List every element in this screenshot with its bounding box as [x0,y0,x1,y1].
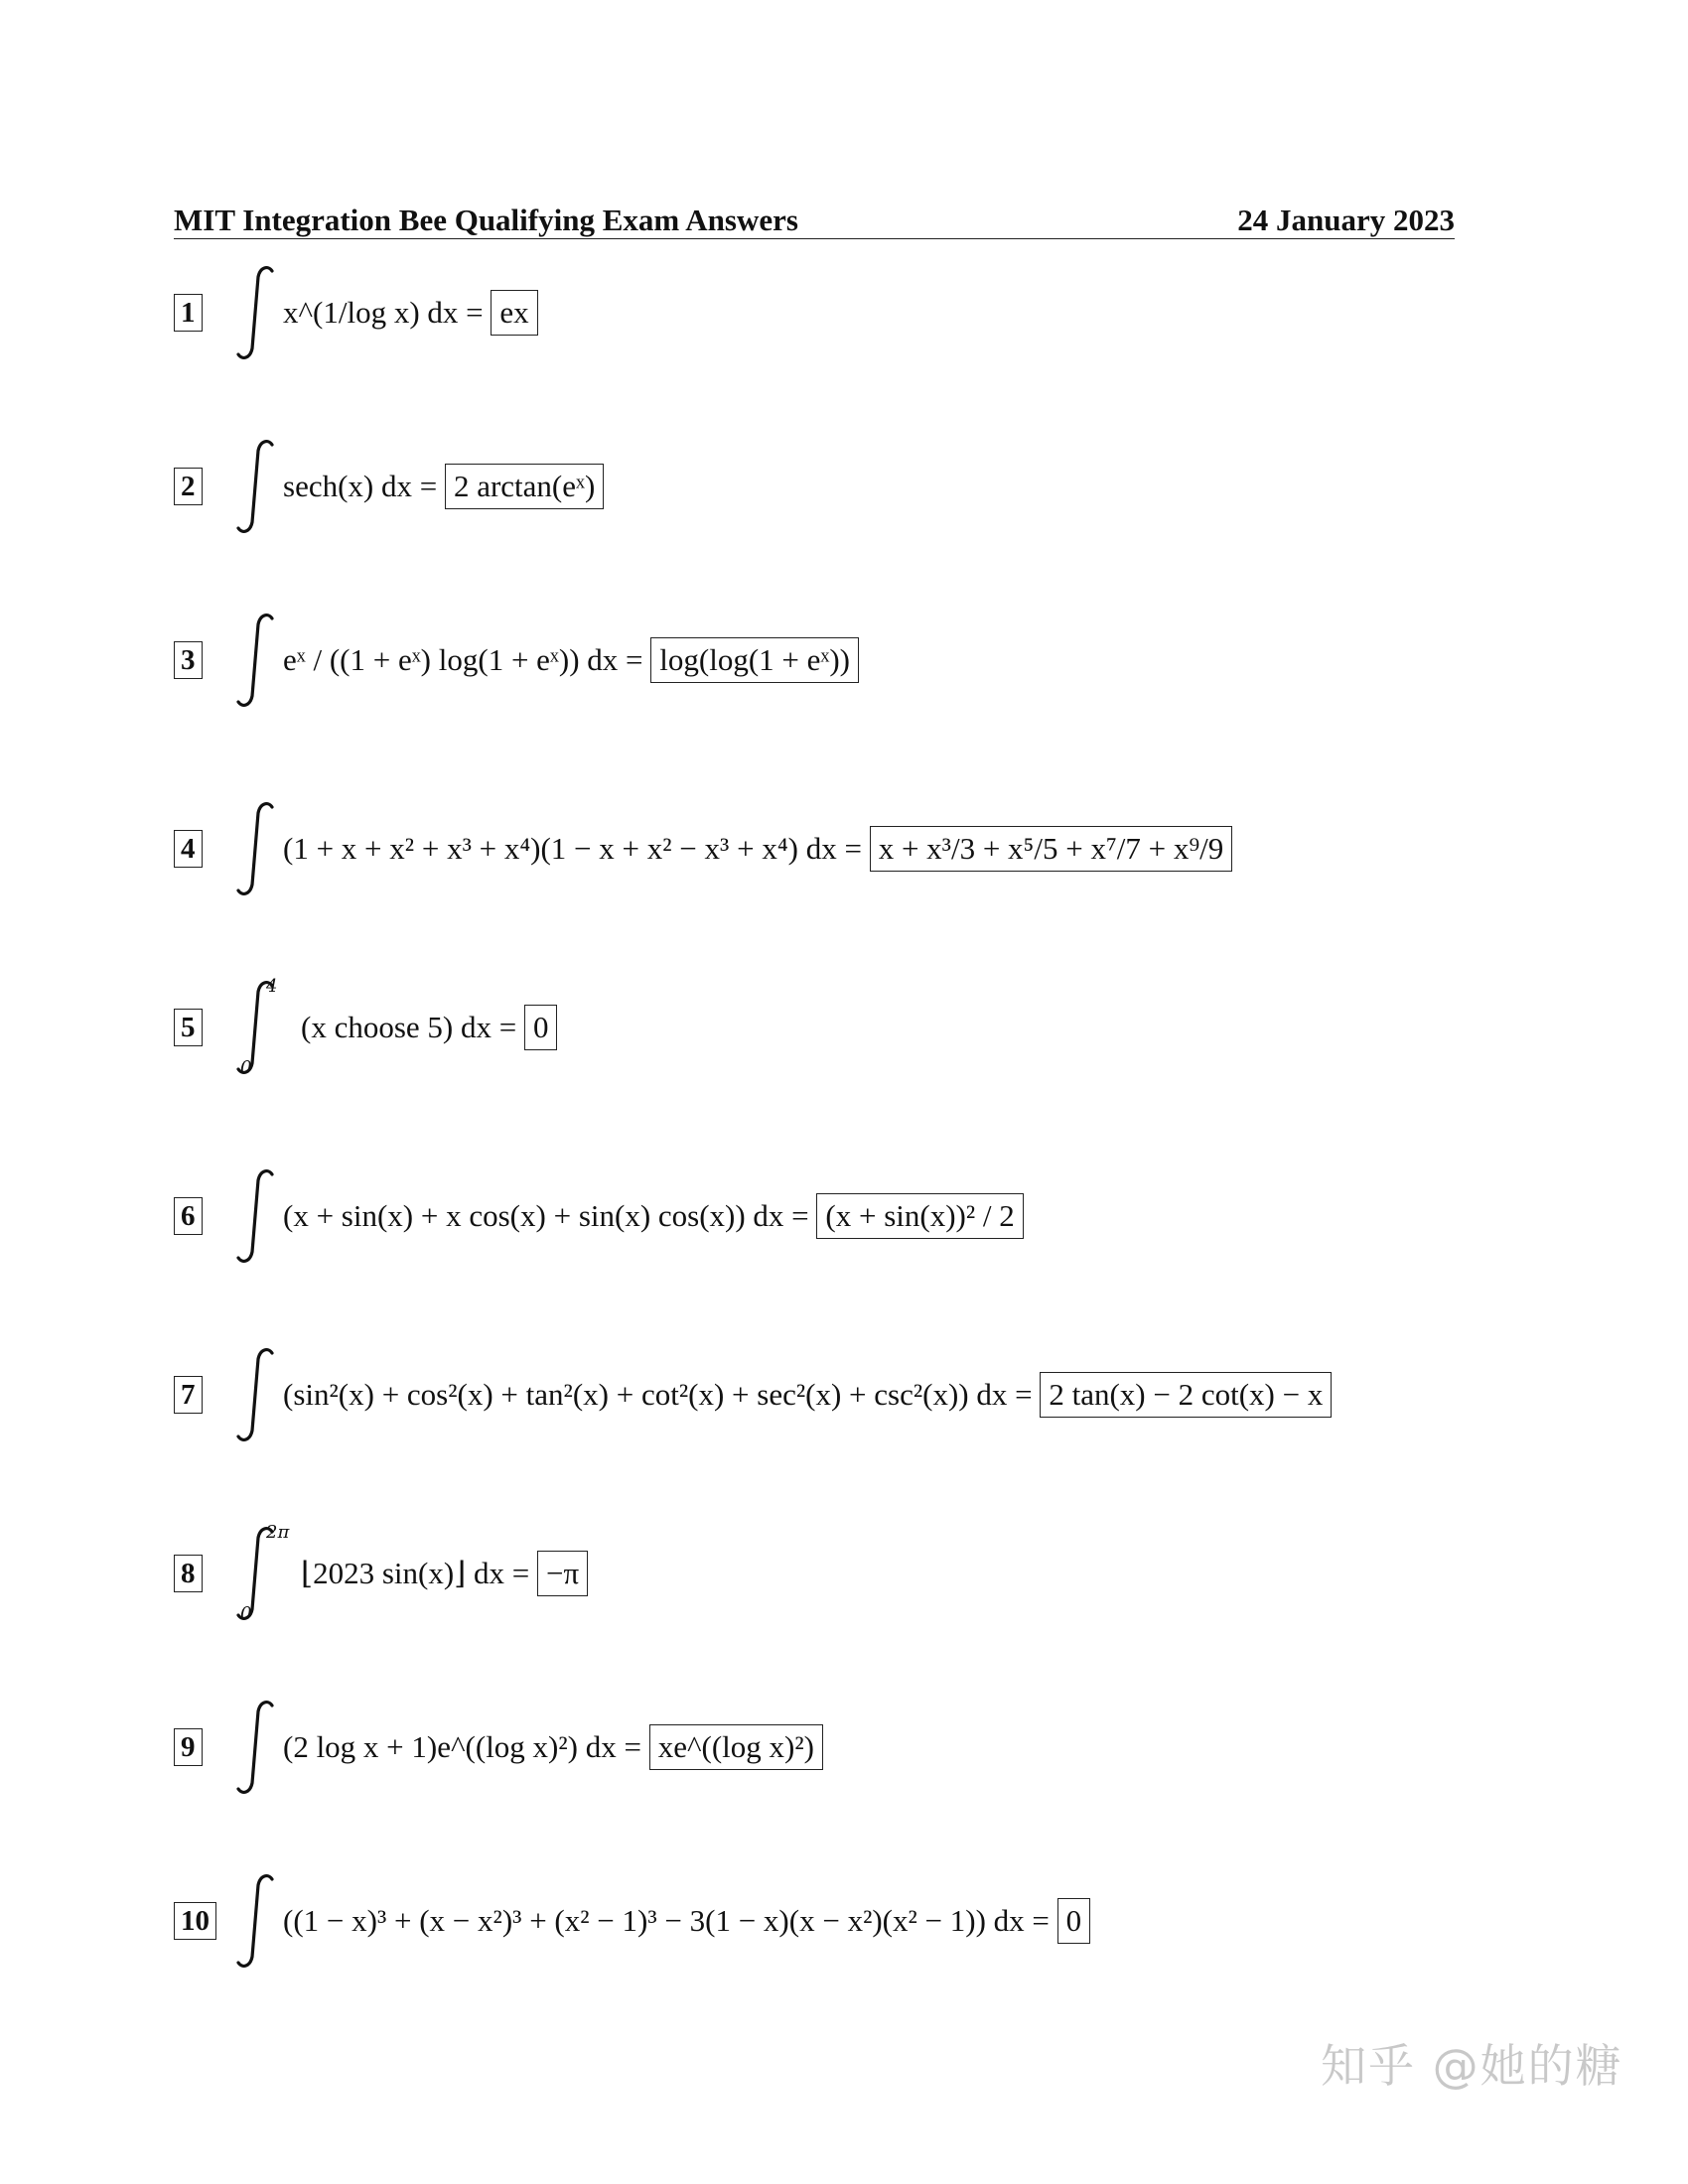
integrand: eˣ / ((1 + eˣ) log(1 + eˣ)) dx = [283,642,643,677]
boxed-answer: ex [491,290,537,336]
integrand: sech(x) dx = [283,469,438,503]
problem-item [174,427,1544,546]
problem-number: 3 [174,641,203,679]
integrand: (2 log x + 1)e^((log x)²) dx = [283,1729,641,1764]
boxed-answer: x + x³/3 + x⁵/5 + x⁷/7 + x⁹/9 [870,826,1233,872]
page-header [174,199,1455,239]
problem-item [174,1335,1544,1454]
integral-expression [283,1193,1024,1239]
integral-expression [301,1005,557,1050]
problem-item [174,1688,1544,1807]
problem-item [174,968,1544,1087]
exam-title: MIT Integration Bee Qualifying Exam Answers [174,203,798,237]
integrand: (x + sin(x) + x cos(x) + sin(x) cos(x)) dx = [283,1198,809,1233]
problem-number: 8 [174,1555,203,1592]
integrand: (sin²(x) + cos²(x) + tan²(x) + cot²(x) + sec²(x) + csc²(x)) dx = [283,1377,1033,1412]
boxed-answer: (x + sin(x))² / 2 [816,1193,1023,1239]
problem-number: 6 [174,1197,203,1235]
integral-expression [301,1551,588,1596]
boxed-answer: 2 tan(x) − 2 cot(x) − x [1040,1372,1332,1418]
lower-limit: 0 [240,1603,252,1624]
problem-item [174,601,1544,720]
upper-limit: 4 [266,976,278,997]
boxed-answer: log(log(1 + eˣ)) [650,637,859,683]
boxed-answer: xe^((log x)²) [649,1724,823,1770]
problem-number: 2 [174,468,203,505]
problem-number: 1 [174,294,203,332]
integral-expression [283,1372,1332,1418]
boxed-answer: 0 [1057,1898,1091,1944]
problem-number: 9 [174,1728,203,1766]
boxed-answer: −π [537,1551,588,1596]
problem-item [174,789,1544,908]
integrand: (x choose 5) dx = [301,1010,517,1044]
lower-limit: 0 [240,1057,252,1078]
integral-expression [283,1724,823,1770]
problem-item [174,1861,1544,1980]
integrand: (1 + x + x² + x³ + x⁴)(1 − x + x² − x³ + x⁴) dx = [283,831,862,866]
integral-expression [283,290,538,336]
integral-expression [283,1898,1090,1944]
problem-number: 4 [174,830,203,868]
integrand: ((1 − x)³ + (x − x²)³ + (x² − 1)³ − 3(1 − x)(x − x²)(x² − 1)) dx = [283,1903,1050,1938]
problem-number: 10 [174,1902,216,1940]
problem-item [174,1514,1544,1633]
integral-expression [283,826,1232,872]
integrand: ⌊2023 sin(x)⌋ dx = [301,1556,530,1590]
problem-number: 5 [174,1009,203,1046]
watermark-text: 知乎 @她的糖 [1321,2039,1623,2093]
exam-date: 24 January 2023 [1237,203,1455,237]
integrand: x^(1/log x) dx = [283,295,484,330]
boxed-answer: 2 arctan(eˣ) [445,464,604,509]
problem-number: 7 [174,1376,203,1414]
problem-item [174,253,1544,372]
integral-expression [283,637,859,683]
problem-item [174,1157,1544,1276]
integral-expression [283,464,604,509]
boxed-answer: 0 [524,1005,558,1050]
upper-limit: 2π [266,1522,290,1543]
